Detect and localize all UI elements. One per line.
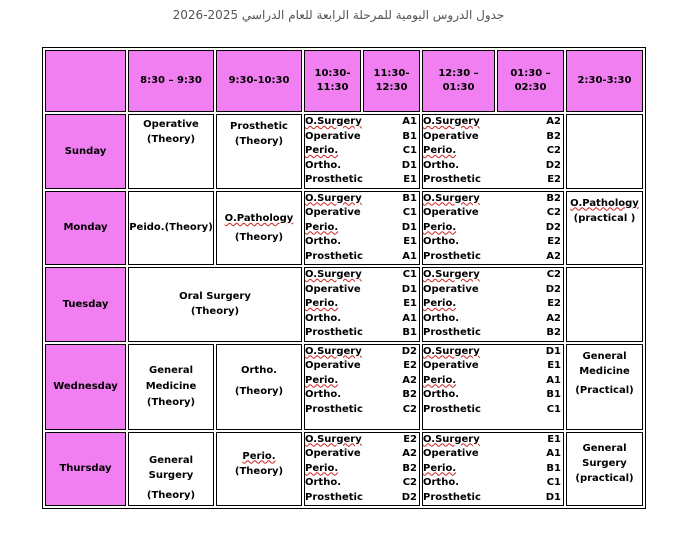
class-type: (practical) [575,472,634,484]
schedule-table [42,47,646,509]
rotation-line [423,130,563,145]
group-code: D2 [545,221,561,233]
rotation-line [305,144,419,159]
group-code: C2 [402,403,417,415]
subject-name: Ortho. [423,312,460,324]
subject-name: O.Surgery [423,433,480,445]
class-cell: Prosthetic (Theory) [216,114,302,189]
subject-name: O.Surgery [305,116,362,127]
group-code: A2 [546,116,561,127]
day-label: Tuesday [45,267,126,342]
rotation-line [423,206,563,221]
subject-name: Prosthetic [305,491,363,503]
subject-name: Operative [305,207,361,218]
group-code: C1 [402,269,417,280]
rotation-line [305,235,419,250]
group-code: D1 [401,159,417,171]
rotation-line [305,312,419,327]
group-code: C2 [546,145,561,156]
class-type: (Theory) [146,396,196,408]
rotation-line [423,297,563,312]
rotation-line [423,374,563,389]
subject-name: Ortho. [305,477,342,488]
rotation-line [305,192,419,207]
class-name: Ortho. [240,364,277,376]
subject-name: Operative [423,360,479,371]
class-name: Oral Surgery [179,291,251,303]
rotation-line [305,345,419,360]
rotation-line [305,433,419,448]
corner-cell [45,50,126,112]
rotation-line [423,115,563,130]
rotation-line [305,447,419,462]
rotation-line [305,388,419,403]
rotation-line [423,159,563,174]
time-header: 01:30 – 02:30 [497,50,564,112]
time-header: 9:30-10:30 [216,50,302,112]
rotation-line [305,250,419,265]
rotation-line [423,359,563,374]
class-cell [216,191,302,266]
subject-name: Perio. [423,145,457,156]
subject-name: Ortho. [423,477,460,488]
group-code: D1 [401,283,417,295]
class-name: Medicine [579,365,630,377]
class-name: O.Pathology [224,212,294,224]
rotation-line [305,173,419,188]
group-code: C2 [402,477,417,488]
rotation-line [305,221,419,236]
rotation-line [305,283,419,298]
rotation-line [423,144,563,159]
day-label: Sunday [45,114,126,189]
class-cell [216,344,302,430]
group-code: B2 [546,130,561,142]
rotation-line [305,159,419,174]
subject-name: Perio. [305,145,339,156]
subject-name: Perio. [305,374,339,386]
subject-name: Operative [423,448,479,459]
rotation-line [305,491,419,506]
class-cell [566,191,643,266]
class-name: Perio. [242,450,276,462]
class-cell [216,432,302,507]
class-cell [566,432,643,507]
group-code: E1 [403,298,417,309]
class-type: (Theory) [234,465,284,477]
group-code: E1 [403,174,417,185]
group-code: E2 [403,360,417,371]
rotation-line [305,403,419,418]
group-code: C2 [546,207,561,218]
class-cell: Operative (Theory) [128,114,214,189]
group-code: B2 [546,192,561,204]
group-code: D1 [545,345,561,357]
class-name: Medicine [145,380,197,392]
time-header: 2:30-3:30 [566,50,643,112]
rotation-line [305,115,419,130]
rotation-line [305,206,419,221]
rotation-cell [422,267,564,342]
subject-name: Perio. [305,221,339,233]
group-code: D2 [401,345,417,357]
subject-name: Perio. [423,221,457,233]
class-name: Surgery [582,457,627,469]
time-header: 12:30 – 01:30 [422,50,495,112]
group-code: B2 [546,327,561,338]
subject-name: Ortho. [305,159,342,171]
time-header: 10:30-11:30 [304,50,361,112]
subject-name: Prosthetic [305,250,363,262]
group-code: B1 [546,389,561,400]
rotation-line [423,447,563,462]
group-code: D2 [545,283,561,295]
rotation-cell [304,114,420,189]
class-name: General [582,442,627,454]
subject-name: Perio. [423,462,457,474]
class-type: (Theory) [234,231,284,243]
rotation-line [305,462,419,477]
rotation-line [305,476,419,491]
rotation-line [305,359,419,374]
day-label: Thursday [45,432,126,507]
subject-name: Prosthetic [423,403,481,415]
subject-name: Prosthetic [423,250,481,262]
rotation-line [423,268,563,283]
subject-name: Prosthetic [423,174,481,185]
rotation-line [423,283,563,298]
subject-name: Prosthetic [305,403,363,415]
time-header: 11:30-12:30 [363,50,420,112]
subject-name: O.Surgery [423,116,480,127]
rotation-line [423,476,563,491]
group-code: A2 [546,312,561,324]
subject-name: Operative [305,283,361,295]
day-row-sunday [45,114,643,189]
rotation-line [423,491,563,506]
header-row [45,50,643,112]
rotation-line [423,221,563,236]
group-code: B1 [402,130,417,142]
rotation-line [423,192,563,207]
group-code: A1 [546,374,561,386]
group-code: A1 [402,250,417,262]
group-code: D1 [401,221,417,233]
rotation-line [423,433,563,448]
subject-name: Ortho. [423,389,460,400]
group-code: C1 [402,207,417,218]
class-name: Surgery [148,470,194,481]
group-code: A1 [402,312,417,324]
subject-name: O.Surgery [305,433,362,445]
subject-name: O.Surgery [423,192,480,204]
subject-name: Ortho. [305,312,342,324]
rotation-cell [422,114,564,189]
subject-name: Operative [423,207,479,218]
rotation-line [423,326,563,341]
group-code: C1 [546,477,561,488]
rotation-line [305,326,419,341]
group-code: A2 [402,448,417,459]
rotation-line [423,235,563,250]
group-code: E2 [403,433,417,445]
group-code: A1 [546,448,561,459]
subject-name: Prosthetic [423,491,481,503]
rotation-cell [422,191,564,266]
day-label: Wednesday [45,344,126,430]
day-row-tuesday [45,267,643,342]
subject-name: O.Surgery [305,345,362,357]
subject-name: Operative [423,130,479,142]
rotation-cell [304,432,420,507]
group-code: C1 [546,403,561,415]
class-type: (Theory) [146,490,196,501]
class-type: (Practical) [575,384,634,396]
subject-name: Operative [305,130,361,142]
empty-cell [566,267,643,342]
rotation-cell [422,344,564,430]
subject-name: Perio. [305,298,339,309]
subject-name: Prosthetic [305,174,363,185]
group-code: A2 [546,250,561,262]
group-code: E2 [547,298,561,309]
subject-name: Prosthetic [423,327,481,338]
schedule-title: جدول الدروس اليومية للمرحلة الرابعة للعام الدراسي 2025-2026 [172,8,505,22]
subject-name: Ortho. [423,159,460,171]
subject-name: O.Surgery [423,345,480,357]
class-name: General [149,364,193,376]
group-code: B1 [402,327,417,338]
empty-cell [566,114,643,189]
subject-name: O.Surgery [305,192,362,204]
group-code: D2 [401,491,417,503]
subject-name: Ortho. [305,236,342,247]
day-row-thursday [45,432,643,507]
class-type: (Theory) [234,385,284,397]
subject-name: Prosthetic [305,327,363,338]
class-type: (practical ) [573,212,636,224]
day-row-wednesday [45,344,643,430]
subject-name: Perio. [423,298,457,309]
subject-name: Ortho. [423,236,460,247]
rotation-line [423,345,563,360]
subject-name: Operative [305,448,361,459]
group-code: B2 [402,389,417,400]
rotation-line [305,130,419,145]
group-code: E2 [547,174,561,185]
rotation-cell [304,344,420,430]
class-cell [128,267,302,342]
class-name: General [149,455,193,466]
rotation-cell [422,432,564,507]
subject-name: O.Surgery [305,269,362,280]
subject-name: Operative [305,360,361,371]
group-code: A1 [402,116,417,127]
class-cell [128,344,214,430]
class-cell: Peido.(Theory) [128,191,214,266]
day-label: Monday [45,191,126,266]
group-code: C1 [402,145,417,156]
time-header: 8:30 – 9:30 [128,50,214,112]
group-code: E2 [547,236,561,247]
group-code: B2 [402,462,417,474]
group-code: E1 [547,360,561,371]
rotation-line [423,250,563,265]
group-code: B1 [546,462,561,474]
subject-name: Ortho. [305,389,342,400]
group-code: D2 [545,159,561,171]
group-code: C2 [546,269,561,280]
group-code: B1 [402,192,417,204]
rotation-line [423,403,563,418]
rotation-line [423,173,563,188]
rotation-line [423,462,563,477]
rotation-line [305,268,419,283]
rotation-line [305,297,419,312]
day-row-monday [45,191,643,266]
subject-name: Operative [423,283,479,295]
rotation-line [423,312,563,327]
group-code: E1 [403,236,417,247]
rotation-cell [304,267,420,342]
class-name: General [582,350,627,362]
class-cell [128,432,214,507]
group-code: D1 [545,491,561,503]
rotation-cell [304,191,420,266]
subject-name: O.Surgery [423,269,480,280]
class-type: (Theory) [190,306,240,318]
rotation-line [423,388,563,403]
rotation-line [305,374,419,389]
subject-name: Perio. [305,462,339,474]
class-name: O.Pathology [570,197,639,209]
subject-name: Perio. [423,374,457,386]
class-cell [566,344,643,430]
group-code: A2 [402,374,417,386]
group-code: E1 [547,433,561,445]
